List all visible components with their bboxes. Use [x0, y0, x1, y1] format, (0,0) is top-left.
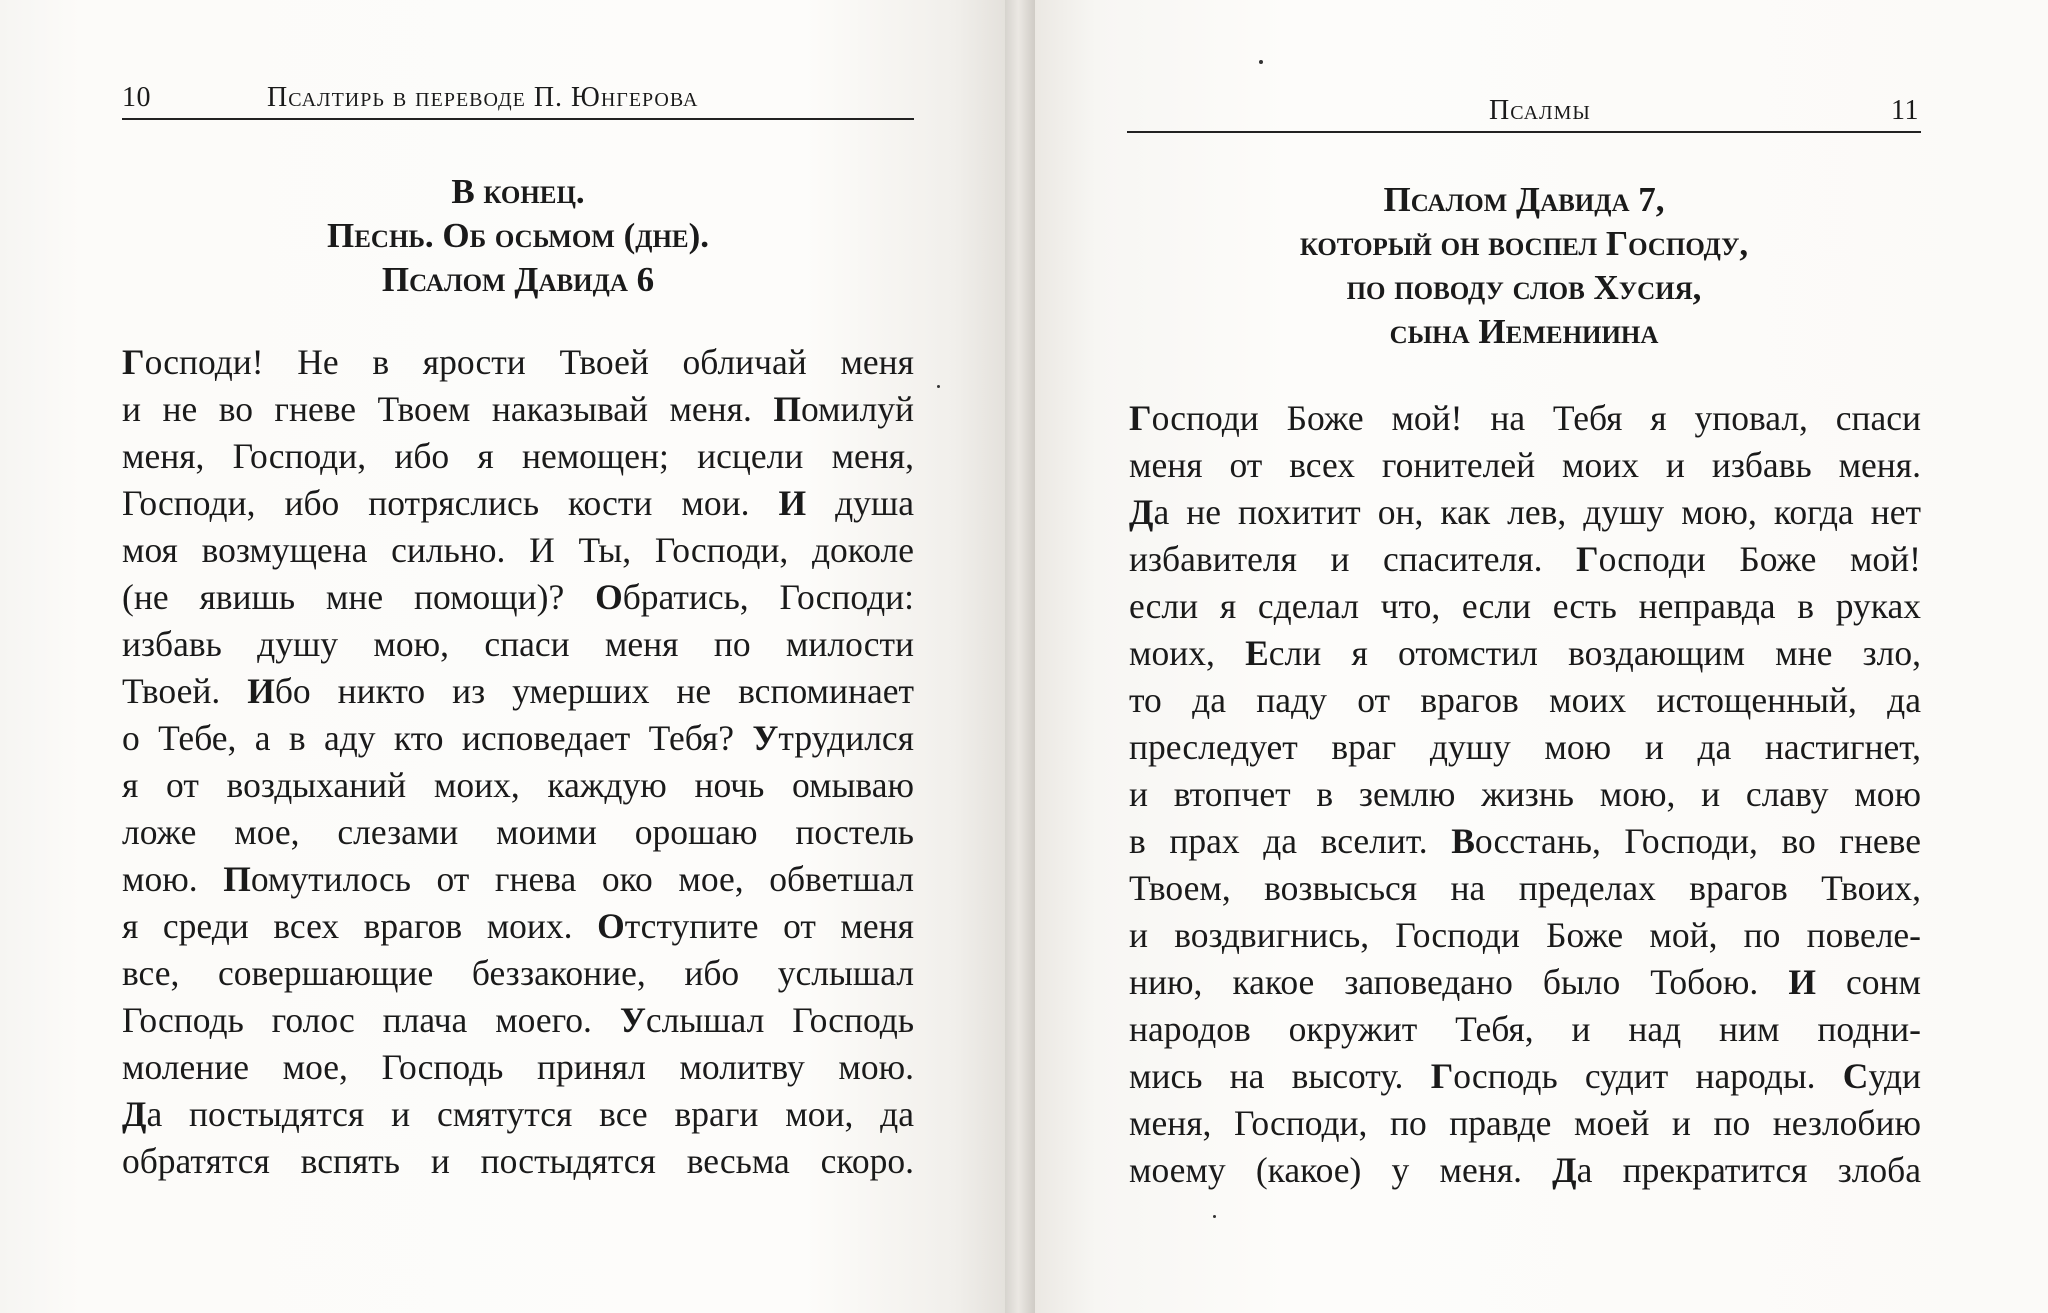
text-line [1129, 583, 1921, 630]
verse-initial: П [223, 859, 251, 899]
print-speck [1213, 1215, 1216, 1218]
verse-text: душа [806, 483, 914, 523]
text-line [122, 903, 914, 950]
verse-text: слышал Господь [645, 1000, 914, 1040]
text-line [122, 856, 914, 903]
text-line [1129, 677, 1921, 724]
text-line [122, 1138, 914, 1185]
verse-text: меня, Господи, по правде моей и по незлобию [1129, 1103, 1921, 1143]
verse-text: а не похитит он, как лев, душу мою, когда нет [1153, 492, 1921, 532]
verse-initial: И [247, 671, 275, 711]
verse-text: а прекратится злоба [1576, 1150, 1921, 1190]
verse-text: сли я отомстил воздающим мне зло, [1268, 633, 1921, 673]
verse-text: братись, Господи: [622, 577, 914, 617]
text-line [1129, 818, 1921, 865]
text-line [122, 621, 914, 668]
left-header-rule [122, 118, 914, 120]
verse-text: ложе мое, слезами моими орошаю постель [122, 812, 914, 852]
verse-text: моих, [1129, 633, 1246, 673]
verse-text: бо никто из умерших не вспоминает [274, 671, 914, 711]
verse-text: преследует враг душу мою и да настигнет, [1129, 727, 1921, 767]
text-line [1129, 489, 1921, 536]
text-line [122, 997, 914, 1044]
text-line [122, 809, 914, 856]
verse-initial: Д [1552, 1150, 1577, 1190]
verse-initial: Г [1129, 398, 1152, 438]
text-line [1129, 724, 1921, 771]
text-line [122, 1044, 914, 1091]
right-page [1035, 0, 2048, 1313]
verse-text: тступите от меня [624, 906, 914, 946]
verse-initial: Д [1129, 492, 1154, 532]
verse-text: Господи, ибо потряслись кости мои. [122, 483, 779, 523]
text-line [122, 480, 914, 527]
left-running-title: Псалтирь в переводе П. Юнгерова [267, 82, 699, 113]
left-heading-line: В конец. [451, 172, 585, 211]
right-running-head [1127, 95, 1919, 135]
left-heading-line: Псалом Давида 6 [381, 260, 655, 299]
verse-text: если я сделал что, если есть неправда в руках [1129, 586, 1921, 626]
verse-initial: О [597, 906, 625, 946]
text-line [1129, 630, 1921, 677]
text-line [1129, 959, 1921, 1006]
print-speck [937, 385, 940, 388]
verse-initial: И [778, 483, 807, 523]
verse-text: обратятся вспять и постыдятся весьма скоро. [122, 1141, 914, 1181]
verse-text: осподи! Не в ярости Твоей обличай меня [144, 342, 914, 382]
verse-text: осподи Боже мой! на Тебя я уповал, спаси [1151, 398, 1921, 438]
verse-text: осподь судит народы. [1453, 1056, 1843, 1096]
print-speck [1259, 60, 1263, 64]
left-page [0, 0, 1005, 1313]
text-line [1129, 536, 1921, 583]
verse-initial: Г [1576, 539, 1599, 579]
text-line [122, 715, 914, 762]
right-heading-line: по поводу слов Хусия, [1346, 268, 1702, 307]
verse-text: избавителя и спасителя. [1129, 539, 1577, 579]
text-line [1129, 442, 1921, 489]
left-heading-line: Песнь. Об осьмом (дне). [326, 216, 710, 255]
verse-text: то да паду от врагов моих истощенный, да [1129, 680, 1921, 720]
verse-text: в прах да вселит. [1129, 821, 1452, 861]
right-psalm-heading [1127, 178, 1921, 354]
left-running-head [122, 82, 914, 122]
verse-text: все, совершающие беззаконие, ибо услышал [122, 953, 914, 993]
verse-text: народов окружит Тебя, и над ним подни- [1129, 1009, 1921, 1049]
text-line [1129, 771, 1921, 818]
verse-text: Твоем, возвысься на пределах врагов Твоих, [1129, 868, 1921, 908]
verse-text: мись на высоту. [1129, 1056, 1431, 1096]
verse-initial: С [1842, 1056, 1869, 1096]
left-page-number: 10 [122, 82, 151, 113]
text-line [1129, 1053, 1921, 1100]
verse-text: и не во гневе Твоем наказывай меня. [122, 389, 774, 429]
verse-text: Господь голос плача моего. [122, 1000, 620, 1040]
verse-initial: Е [1245, 633, 1269, 673]
verse-text: мою. [122, 859, 224, 899]
verse-text: моя возмущена сильно. И Ты, Господи, доколе [122, 530, 914, 570]
verse-text: я среди всех врагов моих. [122, 906, 598, 946]
text-line [122, 762, 914, 809]
verse-initial: У [752, 718, 779, 758]
verse-text: меня от всех гонителей моих и избавь меня. [1129, 445, 1921, 485]
verse-initial: И [1788, 962, 1816, 1002]
verse-initial: Д [122, 1094, 147, 1134]
verse-initial: Г [1430, 1056, 1454, 1096]
verse-text: сонм [1815, 962, 1921, 1002]
verse-text: а постыдятся и смятутся все враги мои, да [146, 1094, 914, 1134]
book-gutter [1005, 0, 1035, 1313]
right-body-text [1129, 395, 1921, 1194]
text-line [1129, 1006, 1921, 1053]
verse-text: омутилось от гнева око мое, обветшал [250, 859, 914, 899]
verse-initial: П [773, 389, 801, 429]
verse-text: осстань, Господи, во гневе [1474, 821, 1921, 861]
text-line [122, 527, 914, 574]
text-line [1129, 912, 1921, 959]
text-line [122, 574, 914, 621]
verse-text: и втопчет в землю жизнь мою, и славу мою [1129, 774, 1921, 814]
verse-initial: Г [122, 342, 145, 382]
verse-initial: У [619, 1000, 646, 1040]
verse-text: я от воздыханий моих, каждую ночь омываю [122, 765, 914, 805]
verse-text: о Тебе, а в аду кто исповедает Тебя? [122, 718, 753, 758]
text-line [122, 950, 914, 997]
right-heading-line: сына Иемениина [1389, 312, 1659, 351]
text-line [122, 339, 914, 386]
text-line [1129, 395, 1921, 442]
verse-text: осподи Боже мой! [1598, 539, 1921, 579]
left-psalm-heading [122, 170, 914, 302]
verse-text: (не явишь мне помощи)? [122, 577, 596, 617]
text-line [122, 1091, 914, 1138]
verse-text: нию, какое заповедано было Тобою. [1129, 962, 1789, 1002]
verse-text: моему (какое) у меня. [1129, 1150, 1553, 1190]
right-header-rule [1127, 131, 1921, 133]
verse-initial: О [595, 577, 623, 617]
verse-text: омилуй [800, 389, 914, 429]
verse-text: Твоей. [122, 671, 248, 711]
right-page-number: 11 [1891, 95, 1919, 126]
text-line [1129, 865, 1921, 912]
verse-text: моление мое, Господь принял молитву мою. [122, 1047, 914, 1087]
left-body-text [122, 339, 914, 1185]
verse-text: меня, Господи, ибо я немощен; исцели меня, [122, 436, 914, 476]
verse-initial: В [1451, 821, 1475, 861]
text-line [1129, 1100, 1921, 1147]
text-line [1129, 1147, 1921, 1194]
verse-text: уди [1868, 1056, 1921, 1096]
right-running-title: Псалмы [1489, 95, 1591, 126]
right-heading-line: Псалом Давида 7, [1383, 180, 1665, 219]
text-line [122, 668, 914, 715]
verse-text: и воздвигнись, Господи Боже мой, по повеле- [1129, 915, 1921, 955]
right-heading-line: который он воспел Господу, [1299, 224, 1749, 263]
text-line [122, 433, 914, 480]
text-line [122, 386, 914, 433]
verse-text: трудился [778, 718, 914, 758]
verse-text: избавь душу мою, спаси меня по милости [122, 624, 914, 664]
